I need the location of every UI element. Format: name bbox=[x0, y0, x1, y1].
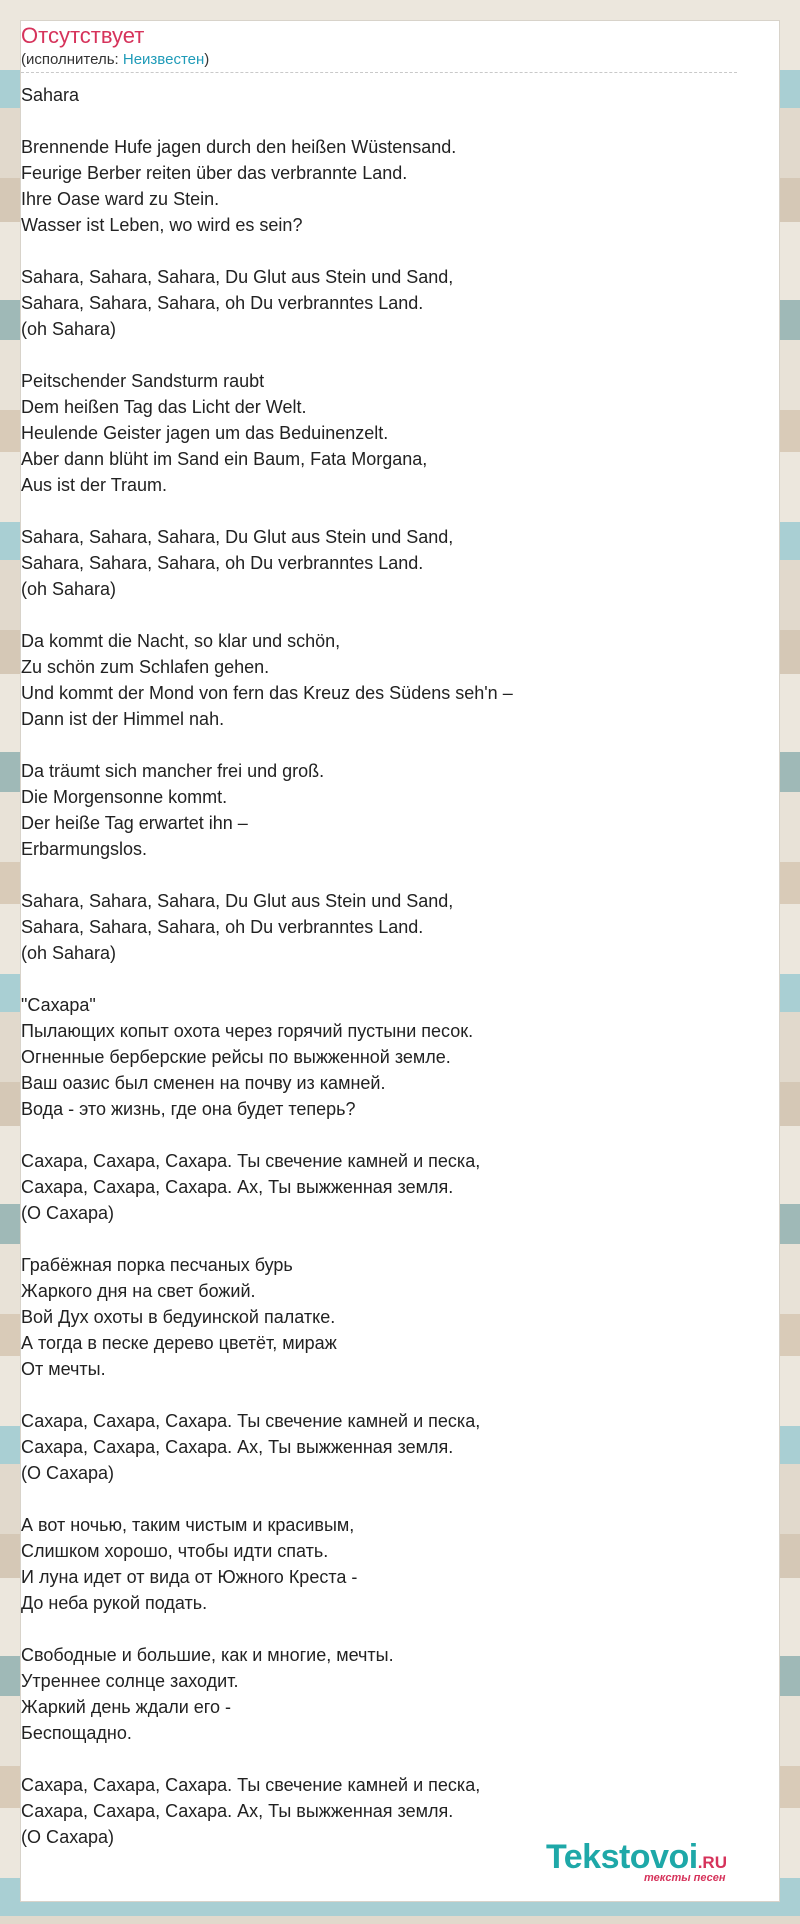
lyric-line: А вот ночью, таким чистым и красивым, bbox=[21, 1515, 355, 1535]
lyric-line bbox=[21, 498, 737, 524]
lyric-line: Und kommt der Mond von fern das Kreuz des Südens seh'n – bbox=[21, 683, 513, 703]
lyric-line: Erbarmungslos. bbox=[21, 839, 148, 859]
lyric-line: Aber dann blüht im Sand ein Baum, Fata Morgana, bbox=[21, 449, 428, 469]
lyric-line: Der heiße Tag erwartet ihn – bbox=[21, 813, 248, 833]
artist-link[interactable]: Неизвестен bbox=[122, 51, 205, 68]
lyric-line: Die Morgensonne kommt. bbox=[21, 787, 228, 807]
lyric-line: Грабёжная порка песчаных бурь bbox=[21, 1255, 293, 1275]
lyric-line bbox=[21, 602, 737, 628]
lyric-line: Утреннее солнце заходит. bbox=[21, 1671, 239, 1691]
lyric-line: Sahara, Sahara, Sahara, oh Du verbranntes Land. bbox=[21, 917, 424, 937]
lyric-line: Жаркого дня на свет божий. bbox=[21, 1281, 256, 1301]
lyric-line bbox=[21, 966, 737, 992]
lyric-line: Ihre Oase ward zu Stein. bbox=[21, 189, 220, 209]
lyric-line bbox=[21, 342, 737, 368]
lyric-line: Беспощадно. bbox=[21, 1723, 132, 1743]
lyric-line: Вой Дух охоты в бедуинской палатке. bbox=[21, 1307, 336, 1327]
lyric-line bbox=[21, 238, 737, 264]
lyric-line: А тогда в песке дерево цветёт, мираж bbox=[21, 1333, 337, 1353]
lyric-line bbox=[21, 732, 737, 758]
lyric-line bbox=[21, 1122, 737, 1148]
lyric-line: (О Сахара) bbox=[21, 1827, 115, 1847]
logo-name: Tekstovoi bbox=[546, 1838, 698, 1876]
lyric-line: Огненные берберские рейсы по выжженной земле. bbox=[21, 1047, 451, 1067]
lyric-line: (oh Sahara) bbox=[21, 579, 117, 599]
artist-suffix: ) bbox=[204, 51, 210, 68]
lyric-line: Сахара, Сахара, Сахара. Ты свечение камней и песка, bbox=[21, 1775, 481, 1795]
site-logo[interactable] bbox=[546, 1840, 746, 1884]
lyric-line: Zu schön zum Schlafen gehen. bbox=[21, 657, 270, 677]
lyric-line: (oh Sahara) bbox=[21, 943, 117, 963]
lyric-line: (О Сахара) bbox=[21, 1203, 115, 1223]
lyric-line: Peitschender Sandsturm raubt bbox=[21, 371, 265, 391]
lyric-line: Слишком хорошо, чтобы идти спать. bbox=[21, 1541, 329, 1561]
lyric-line bbox=[21, 1486, 737, 1512]
lyric-line: Dann ist der Himmel nah. bbox=[21, 709, 225, 729]
lyric-line bbox=[21, 1382, 737, 1408]
lyric-line: Sahara, Sahara, Sahara, oh Du verbranntes Land. bbox=[21, 553, 424, 573]
song-title: Отсутствует bbox=[21, 23, 145, 48]
lyric-line: Dem heißen Tag das Licht der Welt. bbox=[21, 397, 307, 417]
lyric-line: Сахара, Сахара, Сахара. Ах, Ты выжженная земля. bbox=[21, 1801, 454, 1821]
lyric-line: Сахара, Сахара, Сахара. Ты свечение камней и песка, bbox=[21, 1151, 481, 1171]
lyric-line: Da träumt sich mancher frei und groß. bbox=[21, 761, 325, 781]
lyrics-text bbox=[21, 82, 737, 1850]
artist-prefix: (исполнитель: bbox=[21, 51, 123, 68]
lyric-line: (oh Sahara) bbox=[21, 319, 117, 339]
lyric-line bbox=[21, 1616, 737, 1642]
lyric-line: Пылающих копыт охота через горячий пустыни песок. bbox=[21, 1021, 474, 1041]
lyric-line: "Сахара" bbox=[21, 995, 96, 1015]
lyric-line: Sahara, Sahara, Sahara, Du Glut aus Stein und Sand, bbox=[21, 267, 454, 287]
lyric-line: Heulende Geister jagen um das Beduinenzelt. bbox=[21, 423, 389, 443]
lyric-line: Сахара, Сахара, Сахара. Ты свечение камней и песка, bbox=[21, 1411, 481, 1431]
lyric-line: Ваш оазис был сменен на почву из камней. bbox=[21, 1073, 386, 1093]
lyric-line: До неба рукой подать. bbox=[21, 1593, 208, 1613]
lyric-line: И луна идет от вида от Южного Креста - bbox=[21, 1567, 358, 1587]
lyric-line: Свободные и большие, как и многие, мечты. bbox=[21, 1645, 394, 1665]
lyric-line: Aus ist der Traum. bbox=[21, 475, 168, 495]
logo-tagline: тексты песен bbox=[644, 1872, 726, 1884]
lyric-line: (О Сахара) bbox=[21, 1463, 115, 1483]
lyric-line: Sahara, Sahara, Sahara, Du Glut aus Stein und Sand, bbox=[21, 527, 454, 547]
lyric-line bbox=[21, 1226, 737, 1252]
lyric-line: Sahara bbox=[21, 85, 80, 105]
lyric-line: Da kommt die Nacht, so klar und schön, bbox=[21, 631, 341, 651]
lyric-line bbox=[21, 862, 737, 888]
song-header bbox=[21, 22, 737, 73]
artist-line bbox=[21, 50, 737, 70]
lyric-line: Wasser ist Leben, wo wird es sein? bbox=[21, 215, 303, 235]
lyric-line: Сахара, Сахара, Сахара. Ах, Ты выжженная земля. bbox=[21, 1177, 454, 1197]
lyric-line: Sahara, Sahara, Sahara, Du Glut aus Stein und Sand, bbox=[21, 891, 454, 911]
lyric-line bbox=[21, 1746, 737, 1772]
logo-domain: .RU bbox=[697, 1853, 727, 1872]
lyric-line: Вода - это жизнь, где она будет теперь? bbox=[21, 1099, 356, 1119]
lyric-line: Сахара, Сахара, Сахара. Ах, Ты выжженная земля. bbox=[21, 1437, 454, 1457]
lyric-line: Sahara, Sahara, Sahara, oh Du verbranntes Land. bbox=[21, 293, 424, 313]
lyric-line: От мечты. bbox=[21, 1359, 106, 1379]
lyric-line bbox=[21, 108, 737, 134]
lyric-line: Жаркий день ждали его - bbox=[21, 1697, 231, 1717]
lyric-line: Feurige Berber reiten über das verbrannte Land. bbox=[21, 163, 408, 183]
lyric-line: Brennende Hufe jagen durch den heißen Wüstensand. bbox=[21, 137, 457, 157]
